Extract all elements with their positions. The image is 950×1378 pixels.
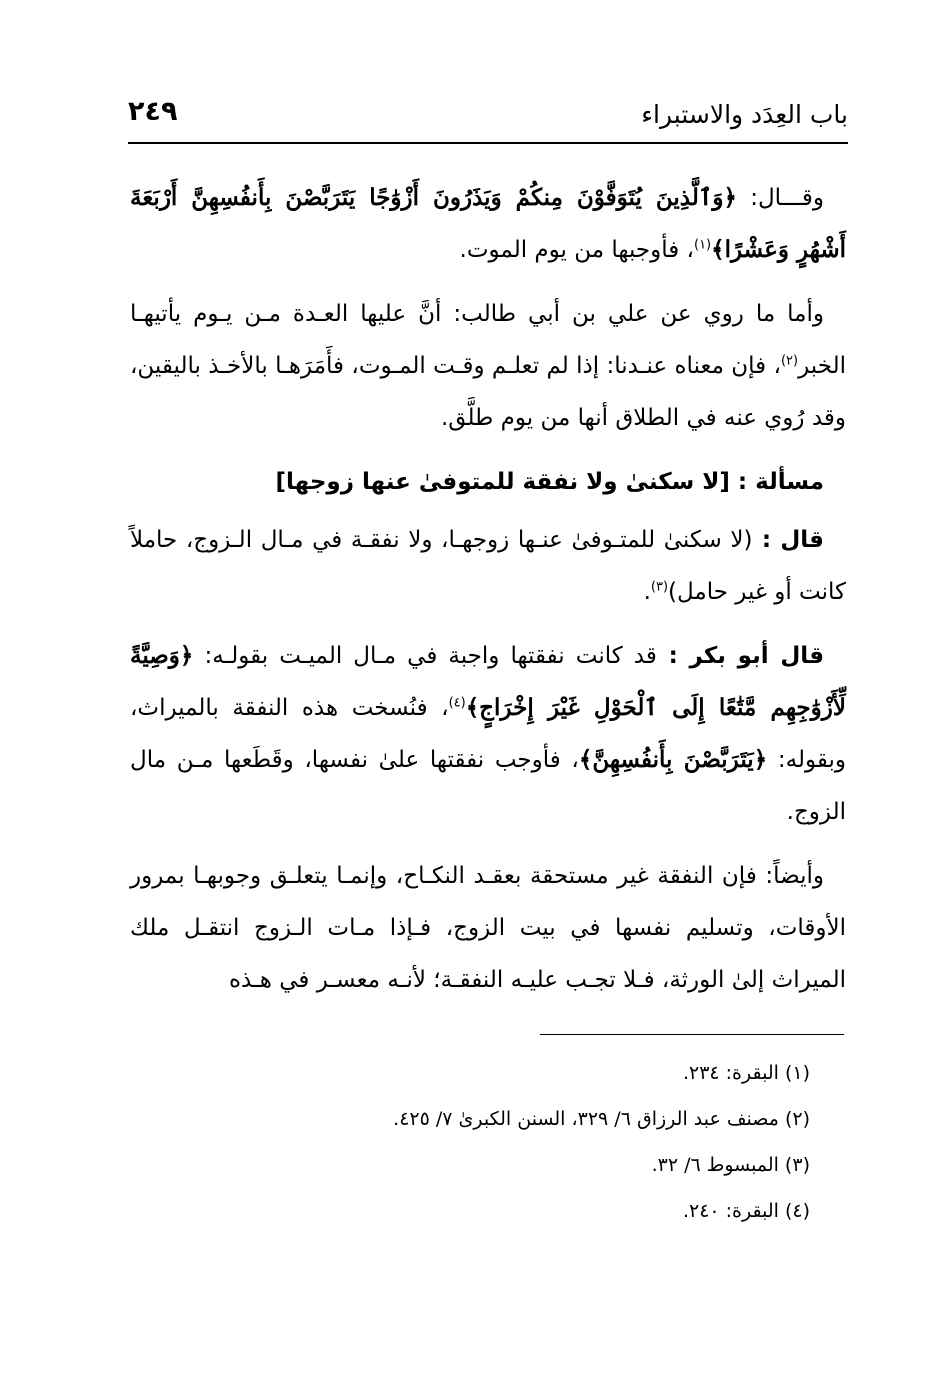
paragraph-4 (130, 630, 846, 838)
paragraph-4-lead: قال أبو بكر : (656, 643, 825, 669)
footnote-1: (١) البقرة: ٢٣٤. (682, 1062, 810, 1084)
quran-verse-3: ﴿يَتَرَبَّصْنَ بِأَنفُسِهِنَّ﴾ (578, 746, 768, 773)
footnote-ref-2: (٢) (780, 353, 799, 369)
paragraph-4-text-b: ، فنُسخت هذه النفقة بالميراث، وبقوله: (130, 695, 847, 773)
main-text (130, 172, 846, 1018)
footnote-4: (٤) البقرة: ٢٤٠. (682, 1200, 810, 1222)
footnote-2: (٢) مصنف عبد الرزاق ٦/ ٣٢٩، السنن الكبرىٰ ٧/ ٤٢٥. (393, 1108, 810, 1130)
footnotes (130, 1050, 810, 1234)
page-header (128, 96, 848, 136)
paragraph-3-end: . (643, 579, 651, 605)
footnote-ref-1: (١) (693, 237, 712, 253)
section-heading: مسألة : [لا سكنىٰ ولا نفقة للمتوفىٰ عنها زوجها] (275, 469, 824, 495)
paragraph-1 (130, 172, 846, 276)
footnote-divider (540, 1034, 844, 1035)
quran-verse-2: ﴿وَصِيَّةً لِّأَزْوَٰجِهِم مَّتَٰعًا إِلَى ٱلْحَوْلِ غَيْرَ إِخْرَاجٍ﴾ (130, 642, 846, 721)
quran-verse-1: ﴿وَٱلَّذِينَ يُتَوَفَّوْنَ مِنكُمْ وَيَذَرُونَ أَزْوَٰجًا يَتَرَبَّصْنَ بِأَنفُسِهِنَّ أَرْبَعَةَ أَشْهُرٍ وَعَشْرًا﴾ (130, 184, 846, 263)
page-number: ٢٤٩ (128, 96, 178, 127)
paragraph-2-text-a: وأما ما روي عن علي بن أبي طالب: أنَّ عليها العـدة مـن يـوم يأتيهـا الخبر (130, 301, 846, 379)
paragraph-3-text: (لا سكنىٰ للمتـوفىٰ عنـها زوجهـا، ولا نفقـة في مـال الـزوج، حاملاً كانت أو غير حامل) (130, 527, 846, 605)
paragraph-3-lead: قال : (752, 527, 824, 553)
paragraph-1-tail: ، فأوجبها من يوم الموت. (459, 237, 694, 263)
paragraph-4-text-a: قد كانت نفقتها واجبة في مـال الميـت بقولـه: (193, 643, 657, 669)
paragraph-2 (130, 288, 846, 444)
chapter-title: باب العِدَد والاستبراء (641, 100, 848, 129)
paragraph-1-lead: وقـــال: (736, 185, 824, 211)
footnote-ref-3: (٣) (650, 579, 669, 595)
header-divider (128, 142, 848, 144)
paragraph-4-text-c: ، فأوجب نفقتها علىٰ نفسها، وقَطَعها مـن مال الزوج. (130, 747, 846, 825)
footnote-ref-4: (٤) (448, 695, 466, 711)
paragraph-5-text: وأيضاً: فإن النفقة غير مستحقة بعقـد النكـاح، وإنمـا يتعلـق وجوبهـا بمرور الأوقات، وتسليم نفسها في بيت الزوج، فـإذا مـات الـزوج انتقـل ملك الميراث إلىٰ الورثة، فـلا تجـب عليـه النفقـة؛ لأنـه معسـر في هـذه (130, 863, 846, 993)
paragraph-5 (130, 850, 846, 1006)
footnote-3: (٣) المبسوط ٦/ ٣٢. (651, 1154, 810, 1176)
paragraph-2-text-b: ، فإن معناه عنـدنا: إذا لم تعلـم وقـت المـوت، فأَمَرَهـا بالأخـذ باليقين، وقد رُوي عنه في الطلاق أنها من يوم طلَّق. (130, 353, 846, 431)
paragraph-3 (130, 514, 846, 618)
